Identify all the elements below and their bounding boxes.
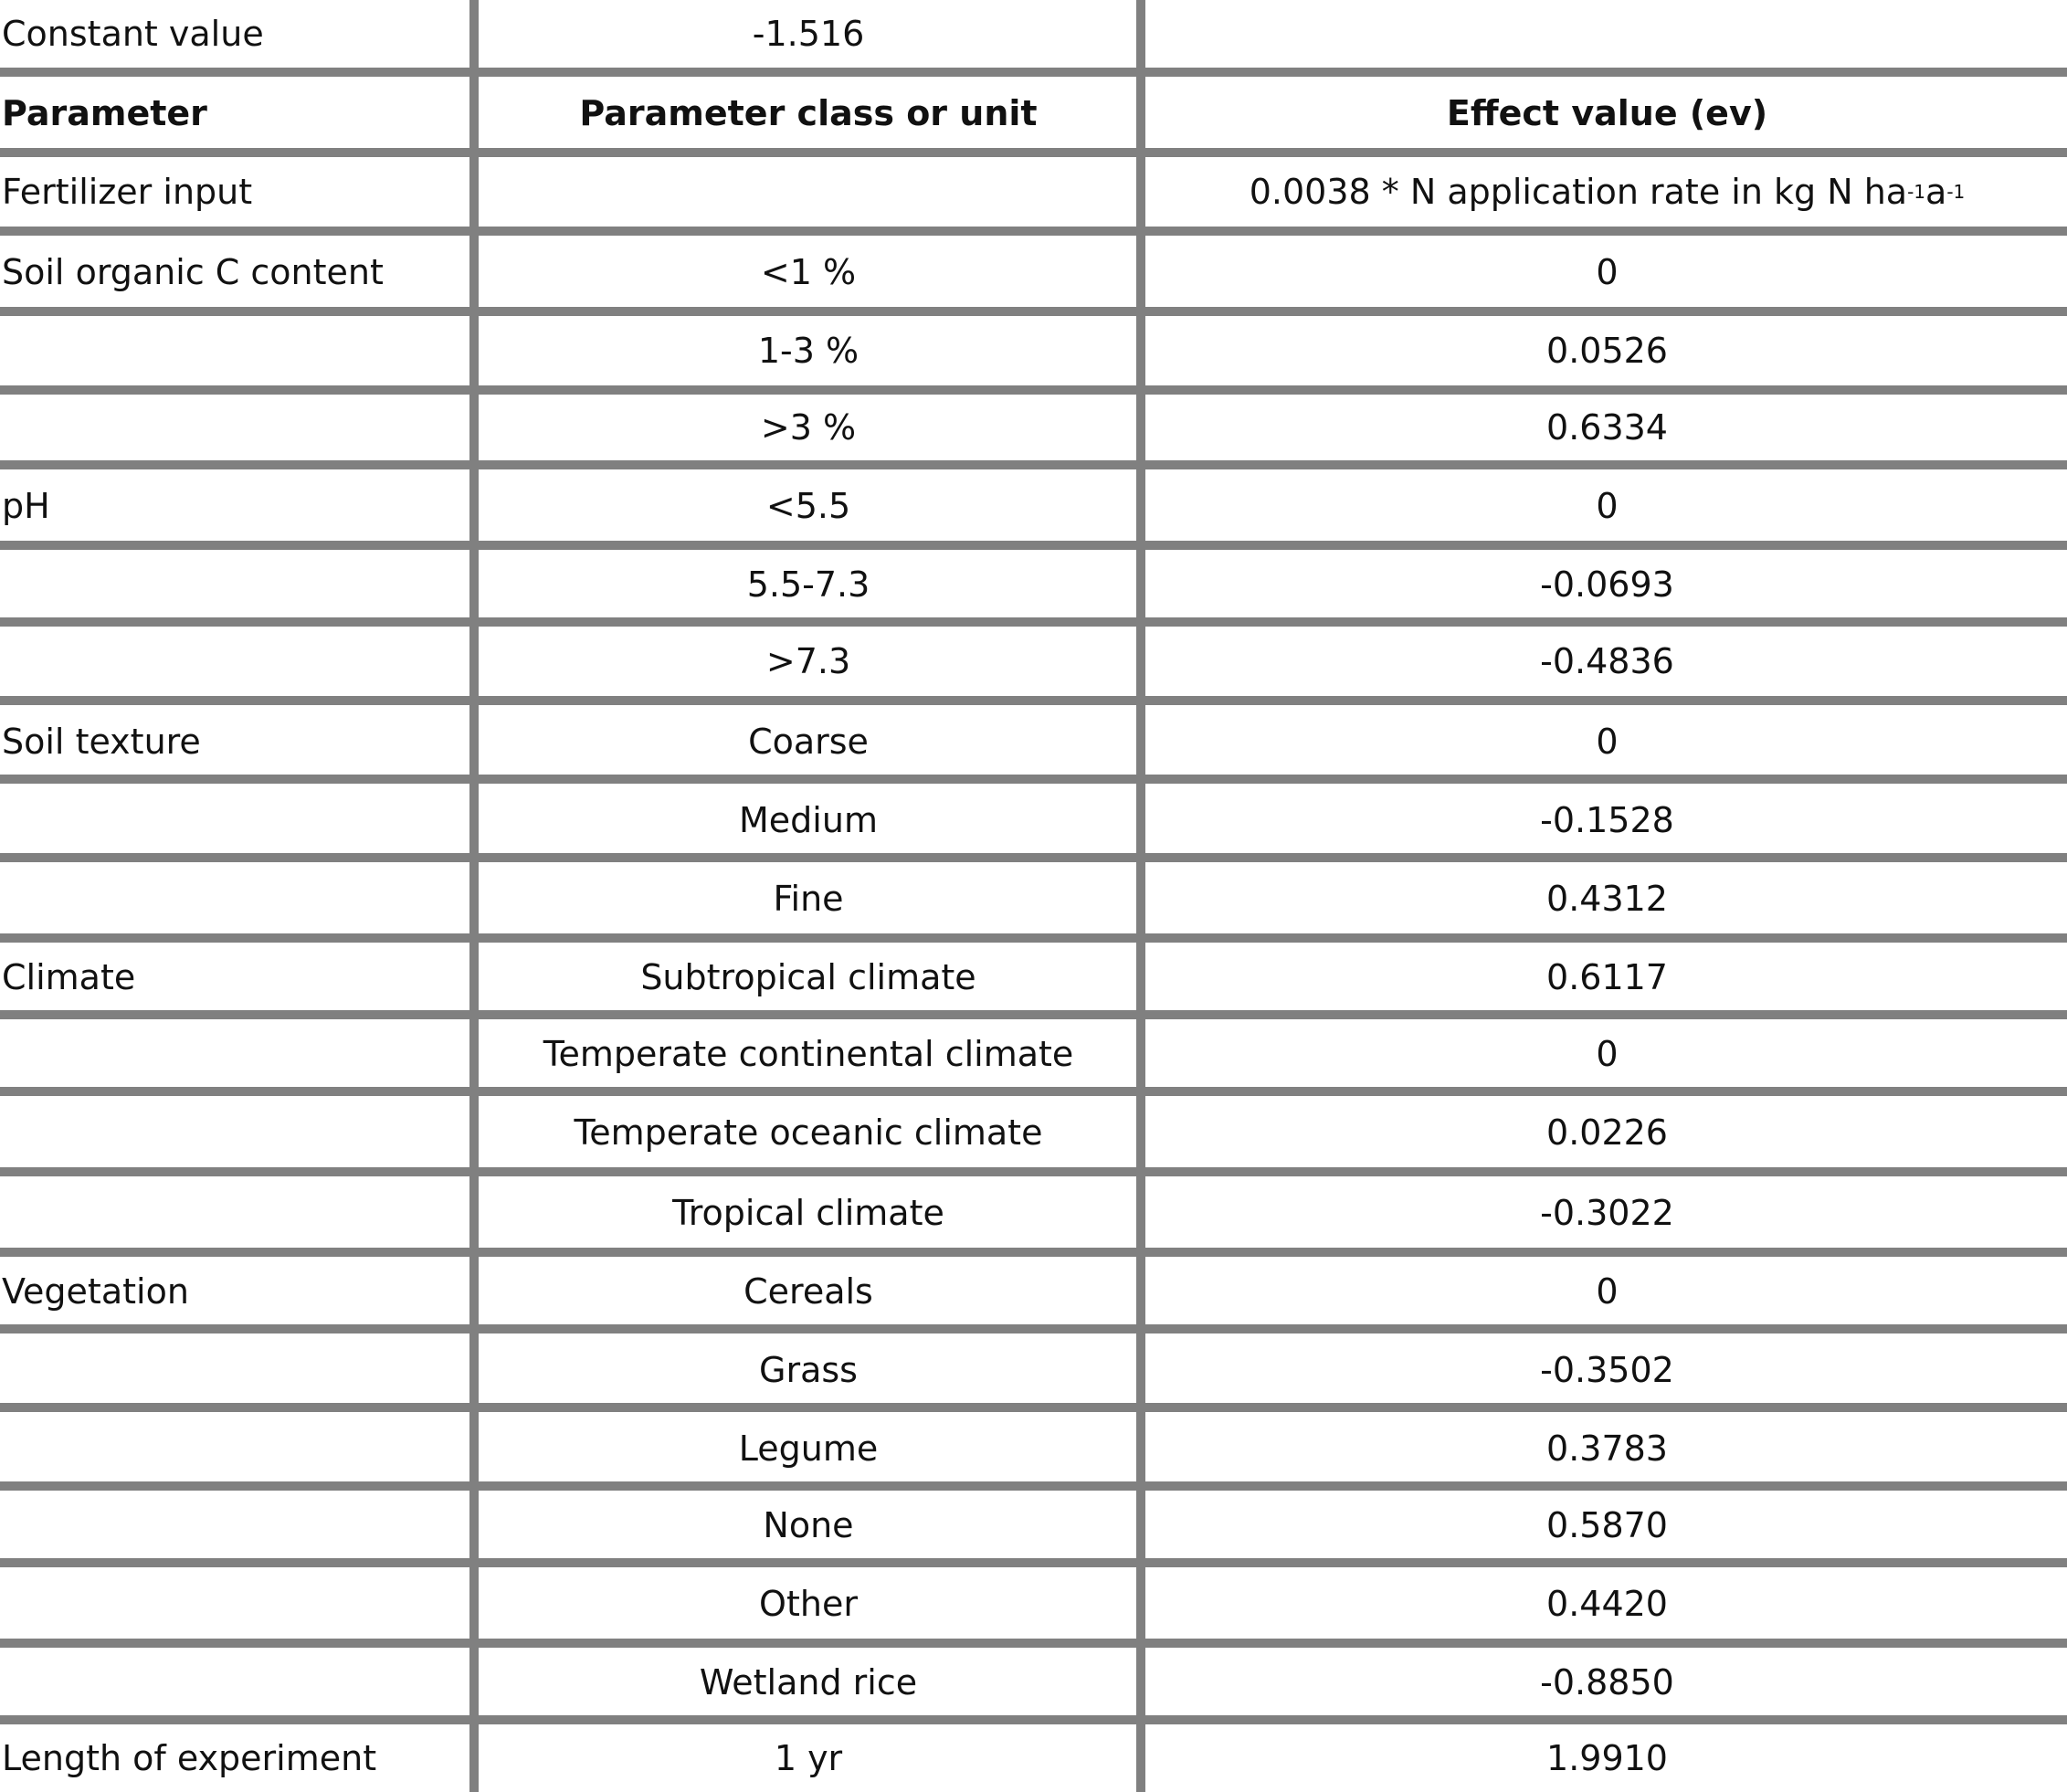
header-parameter: Parameter (2, 93, 207, 133)
row-divider (0, 617, 2067, 627)
parameter-cell (0, 862, 469, 935)
class-or-unit-cell: 5.5-7.3 (746, 564, 870, 605)
table-row (0, 1176, 2067, 1249)
row-divider (0, 1248, 2067, 1257)
class-or-unit-cell: <5.5 (765, 486, 851, 526)
fertilizer-parameter: Fertilizer input (2, 172, 253, 212)
row-divider (0, 933, 2067, 943)
table-row (0, 785, 2067, 855)
class-or-unit-cell: Temperate oceanic climate (574, 1112, 1043, 1153)
row-divider (0, 696, 2067, 705)
class-or-unit-cell: Coarse (748, 722, 869, 762)
fertilizer-ev-mid: a (1925, 172, 1947, 212)
table-row (0, 1019, 2067, 1089)
table-row (0, 1333, 2067, 1407)
parameter-cell: Soil organic C content (2, 252, 384, 292)
effect-value-cell: 0 (1596, 1271, 1619, 1312)
row-divider (0, 541, 2067, 550)
class-or-unit-cell: >7.3 (765, 641, 851, 681)
parameter-cell: Length of experiment (2, 1738, 377, 1778)
table-row (0, 1491, 2067, 1560)
parameter-cell (0, 1019, 469, 1089)
effect-value-cell: 0.0526 (1546, 331, 1668, 371)
class-or-unit-cell: >3 % (760, 407, 857, 448)
parameter-cell (0, 1412, 469, 1485)
parameter-cell (0, 1567, 469, 1640)
table-row (0, 469, 2067, 543)
row-divider (0, 460, 2067, 469)
effect-value-cell: -0.0693 (1540, 564, 1674, 605)
class-or-unit-cell: 1-3 % (757, 331, 859, 371)
parameter-cell (0, 314, 469, 387)
table-row (0, 1724, 2067, 1792)
table-row (0, 1567, 2067, 1640)
row-divider (0, 1403, 2067, 1412)
row-divider (0, 1715, 2067, 1724)
parameter-cell: Climate (2, 957, 136, 997)
table-row (0, 393, 2067, 462)
class-or-unit-cell: Fine (773, 879, 844, 919)
constant-empty-cell (1147, 0, 2067, 68)
row-divider (0, 1087, 2067, 1096)
row-divider (0, 1639, 2067, 1648)
parameter-cell (0, 785, 469, 855)
parameter-cell: Soil texture (2, 722, 201, 762)
constant-label: Constant value (2, 14, 264, 54)
constant-value: -1.516 (752, 14, 865, 54)
class-or-unit-cell: Legume (738, 1428, 879, 1469)
table-row (0, 703, 2067, 780)
column-divider (1136, 0, 1145, 1792)
column-divider (469, 0, 479, 1792)
table-row (0, 1257, 2067, 1326)
effect-value-cell: -0.8850 (1540, 1662, 1674, 1702)
effect-value-cell: 0 (1596, 722, 1619, 762)
fertilizer-effect-value: 0.0038 * N application rate in kg N ha -1 a -1 (1249, 172, 1966, 212)
parameter-cell (0, 1096, 469, 1169)
table-row (0, 1096, 2067, 1169)
table-row (0, 627, 2067, 696)
row-divider (0, 68, 2067, 77)
parameter-cell (0, 1648, 469, 1717)
effect-value-cell: 0 (1596, 486, 1619, 526)
table-row (0, 314, 2067, 387)
header-row (0, 77, 2067, 150)
class-or-unit-cell: Temperate continental climate (543, 1034, 1074, 1074)
effect-value-cell: -0.3502 (1540, 1350, 1674, 1390)
row-divider (0, 1481, 2067, 1491)
parameter-cell (0, 550, 469, 619)
table-row (0, 550, 2067, 619)
effect-value-cell: 0.4420 (1546, 1584, 1668, 1624)
row-divider (0, 307, 2067, 316)
row-divider (0, 1010, 2067, 1019)
row-divider (0, 1324, 2067, 1333)
row-divider (0, 148, 2067, 157)
class-or-unit-cell: Cereals (743, 1271, 873, 1312)
effect-value-cell: 0.0226 (1546, 1112, 1668, 1153)
row-divider (0, 227, 2067, 236)
class-or-unit-cell: 1 yr (774, 1738, 843, 1778)
parameter-cell (0, 1491, 469, 1560)
table-row (0, 1412, 2067, 1485)
class-or-unit-cell: Other (759, 1584, 858, 1624)
row-divider (0, 385, 2067, 395)
class-or-unit-cell: Medium (739, 800, 878, 840)
parameter-cell (0, 1176, 469, 1249)
effect-value-cell: 0 (1596, 252, 1619, 292)
row-divider (0, 1167, 2067, 1176)
header-class-or-unit: Parameter class or unit (579, 93, 1038, 133)
effect-value-cell: 0.4312 (1546, 879, 1668, 919)
table-row (0, 943, 2067, 1012)
class-or-unit-cell: Grass (759, 1350, 858, 1390)
parameter-cell (0, 627, 469, 696)
row-divider (0, 853, 2067, 862)
effect-value-cell: 1.9910 (1546, 1738, 1668, 1778)
constant-row (0, 0, 2067, 68)
effect-value-cell: 0.6334 (1546, 407, 1668, 448)
effect-value-cell: 0.3783 (1546, 1428, 1668, 1469)
row-divider (0, 1558, 2067, 1567)
effect-value-cell: -0.4836 (1540, 641, 1674, 681)
fertilizer-row (0, 155, 2067, 228)
fertilizer-class-or-unit (480, 155, 1136, 228)
table-row (0, 236, 2067, 309)
class-or-unit-cell: Tropical climate (672, 1193, 944, 1233)
class-or-unit-cell: Subtropical climate (640, 957, 976, 997)
parameter-cell: pH (2, 486, 50, 526)
row-divider (0, 775, 2067, 784)
effect-value-cell: 0.5870 (1546, 1505, 1668, 1545)
effect-value-cell: 0 (1596, 1034, 1619, 1074)
fertilizer-ev-main: 0.0038 * N application rate in kg N ha (1249, 172, 1908, 212)
table-row (0, 862, 2067, 935)
header-effect-value: Effect value (ev) (1446, 93, 1768, 133)
parameter-cell: Vegetation (2, 1271, 189, 1312)
effect-value-cell: -0.3022 (1540, 1193, 1674, 1233)
class-or-unit-cell: Wetland rice (699, 1662, 918, 1702)
class-or-unit-cell: <1 % (760, 252, 857, 292)
effect-value-cell: -0.1528 (1540, 800, 1674, 840)
class-or-unit-cell: None (763, 1505, 854, 1545)
parameter-cell (0, 393, 469, 462)
parameter-cell (0, 1333, 469, 1407)
effect-value-cell: 0.6117 (1546, 957, 1668, 997)
table-row (0, 1648, 2067, 1717)
